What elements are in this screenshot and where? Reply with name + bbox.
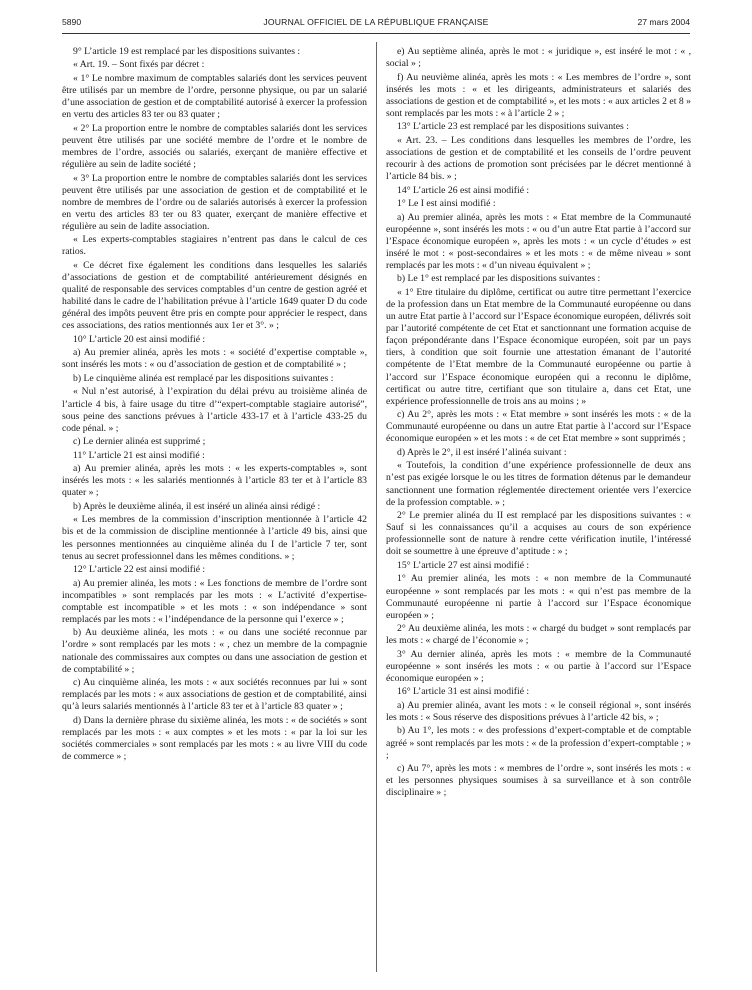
paragraph: b) Le cinquième alinéa est remplacé par les dispositions suivantes : — [73, 372, 334, 384]
paragraph: « Les experts-comptables stagiaires n’entrent pas dans le calcul de ces ratios. — [62, 234, 367, 258]
paragraph: f) Au neuvième alinéa, après les mots : « Les membres de l’ordre », sont insérés les mots : « et les dirigeants, administrateurs et salariés des associations de gestion et de comptabilité », et les mots : « aux articles 2 et 8 » sont remplacés par les mots : « à l’article 2 » ; — [386, 71, 691, 119]
paragraph: 10° L’article 20 est ainsi modifié : — [73, 333, 206, 345]
paragraph: c) Au 2°, après les mots : « Etat membre » sont insérés les mots : « de la Communauté européenne ou dans un autre Etat partie à l’accord sur l’Espace économique européen » et les mots : « de cet Etat membre » sont supprimés ; — [386, 409, 691, 445]
paragraph: b) Au 1°, les mots : « des professions d’expert-comptable et de comptable agréé » sont remplacés par les mots : « de la profession d’expert-comptable ; » ; — [386, 725, 691, 761]
header-rule — [62, 33, 690, 34]
paragraph: a) Au premier alinéa, avant les mots : « le conseil régional », sont insérés les mots : « Sous réserve des dispositions prévues à l’article 42 bis, » ; — [386, 699, 691, 723]
paragraph: b) Au deuxième alinéa, les mots : « ou dans une société reconnue par l’ordre » sont remplacés par les mots : « , chez un membre de la compagnie nationale des commissaires aux comptes ou dans une association de gestion et de comptabilité » ; — [62, 627, 367, 675]
paragraph: 9° L’article 19 est remplacé par les dispositions suivantes : — [73, 46, 301, 57]
paragraph: a) Au premier alinéa, les mots : « Les fonctions de membre de l’ordre sont incompatibles » sont remplacés par les mots : « L’activité d’expertise-comptable est incompatible » et les mots : « son indépendance » sont remplacés par les mots : « l’indépendance de la personne qui l’exerce » ; — [62, 577, 367, 625]
paragraph: 2° Au deuxième alinéa, les mots : « chargé du budget » sont remplacés par les mots : « chargé de l’économie » ; — [386, 623, 691, 647]
journal-title: JOURNAL OFFICIEL DE LA RÉPUBLIQUE FRANÇAISE — [263, 17, 489, 27]
paragraph: « Nul n’est autorisé, à l’expiration du délai prévu au troisième alinéa de l’article 4 bis, à faire usage du titre d’“expert-comptable stagiaire autorisé”, sous peine des sanctions prévues à l’article 433-17 et à l’article 433-25 du code pénal. » ; — [62, 386, 367, 434]
paragraph: « 1° Le nombre maximum de comptables salariés dont les services peuvent être utilisés par un membre de l’ordre, personne physique, ou par un salarié d’une association de gestion et de comptabilité autorisé à exercer la profession en vertu des articles 83 ter ou 83 quater ; — [62, 72, 367, 121]
page-header — [62, 15, 690, 31]
paragraph: « Toutefois, la condition d’une expérience professionnelle de deux ans n’est pas exigée lorsque le ou les titres de formation détenus par le demandeur sanctionnent une formation réglementée directement orientée vers l’exercice de la profession comptable. » ; — [386, 460, 691, 508]
paragraph: a) Au premier alinéa, après les mots : « Etat membre de la Communauté européenne », sont insérés les mots : « ou d’un autre Etat partie à l’accord sur l’Espace économique européen », après les mots : « un cycle d’études » est inséré le mot : « post-secondaires » et les mots : « de même niveau » sont remplacés par les mots : « d’un niveau équivalent » ; — [386, 211, 691, 271]
paragraph: d) Après le 2°, il est inséré l’alinéa suivant : — [397, 446, 567, 458]
paragraph: « Art. 19. – Sont fixés par décret : — [73, 59, 205, 71]
paragraph: 16° L’article 31 est ainsi modifié : — [397, 686, 530, 698]
paragraph: 12° L’article 22 est ainsi modifié : — [73, 564, 206, 576]
paragraph: c) Au cinquième alinéa, les mots : « aux sociétés reconnues par lui » sont remplacés par les mots : « aux associations de gestion et de comptabilité, ainsi qu’à leurs salariés mentionnés à l’article 83 ter et à l’article 83 quater » ; — [62, 677, 367, 713]
paragraph: 3° Au dernier alinéa, après les mots : « membre de la Communauté européenne » sont insérés les mots : « ou partie à l’accord sur l’Espace économique européen » ; — [386, 648, 691, 684]
paragraph: 14° L’article 26 est ainsi modifié : — [397, 184, 530, 196]
paragraph: 13° L’article 23 est remplacé par les dispositions suivantes : — [397, 121, 629, 133]
paragraph: 11° L’article 21 est ainsi modifié : — [73, 449, 205, 461]
paragraph: a) Au premier alinéa, après les mots : « les experts-comptables », sont insérés les mots : « les salariés mentionnés à l’article 83 ter et à l’article 83 quater » ; — [62, 463, 367, 499]
paragraph: b) Après le deuxième alinéa, il est inséré un alinéa ainsi rédigé : — [73, 500, 321, 512]
left-column — [62, 46, 367, 765]
column-divider — [376, 42, 377, 972]
paragraph: 15° L’article 27 est ainsi modifié : — [397, 559, 530, 571]
paragraph: 1° Le I est ainsi modifié : — [397, 198, 496, 210]
paragraph: « Art. 23. – Les conditions dans lesquelles les membres de l’ordre, les associations de gestion et de comptabilité et les conseils de l’ordre peuvent recourir à des actions de promotion sont précisées par le décret mentionné à l’article 84 bis. » ; — [386, 134, 691, 183]
paragraph: a) Au premier alinéa, après les mots : « société d’expertise comptable », sont insérés les mots : « ou d’association de gestion et de comptabilité » ; — [62, 347, 367, 371]
publication-date: 27 mars 2004 — [637, 17, 690, 27]
paragraph: « 3° La proportion entre le nombre de comptables salariés dont les services peuvent être utilisés par une association de gestion et de comptabilité et le nombre de membres de l’ordre ou de salariés autorisés à exercer la profession en vertu des articles 83 ter ou 83 quater, exerçant de manière effective et régulière au sein de ladite association. — [62, 172, 367, 232]
page-number: 5890 — [62, 17, 82, 27]
paragraph: « 1° Etre titulaire du diplôme, certificat ou autre titre permettant l’exercice de la profession dans un Etat membre de la Communauté européenne ou dans un autre Etat partie à l’accord sur l’Espace économique européen, délivrés soit par l’autorité compétente de cet Etat et sanctionnant une formation acquise de façon prépondérante dans l’Espace économique européen, soit par un pays tiers, à condition que soit fournie une attestation émanant de l’autorité compétente de l’Etat membre de la Communauté européenne ou partie à l’accord sur l’Espace économique européen qui a reconnu le diplôme, certificat ou autre titre, certifiant que son titulaire a, dans cet Etat, une expérience professionnelle de trois ans au moins ; » — [386, 286, 691, 407]
paragraph: b) Le 1° est remplacé par les dispositions suivantes : — [397, 273, 601, 285]
paragraph: « Les membres de la commission d’inscription mentionnée à l’article 42 bis et de la commission de discipline mentionnée à l’article 49 bis, ainsi que les personnes mentionnées au cinquième alinéa du I de l’article 7 ter, sont tenus au secret professionnel dans les mêmes conditions. » ; — [62, 514, 367, 562]
paragraph: « Ce décret fixe également les conditions dans lesquelles les salariés d’associations de gestion et de comptabilité antérieurement désignés en qualité de responsable des services comptables d’un centre de gestion agréé et habilité dans le cadre de l’habilitation prévue à l’article 1649 quater D du code général des impôts peuvent être pris en compte pour apprécier le respect, dans ces associations, des ratios mentionnés aux 1er et 3°. » ; — [62, 259, 367, 332]
paragraph: c) Au 7°, après les mots : « membres de l’ordre », sont insérés les mots : « et les personnes physiques soumises à sa surveillance et à son contrôle disciplinaire » ; — [386, 763, 691, 799]
paragraph: « 2° La proportion entre le nombre de comptables salariés dont les services peuvent être utilisés par une société membre de l’ordre et le nombre de membres de l’ordre, associés ou salariés, exerçant de manière effective et régulière au sein de ladite société ; — [62, 122, 367, 171]
paragraph: 2° Le premier alinéa du II est remplacé par les dispositions suivantes : « Sauf si les connaissances qu’il a acquises au cours de son expérience professionnelle sont de nature à rendre cette vérification inutile, l’intéressé doit se soumettre à une épreuve d’aptitude : » ; — [386, 510, 691, 558]
paragraph: c) Le dernier alinéa est supprimé ; — [73, 436, 206, 448]
right-column — [386, 46, 691, 801]
paragraph: e) Au septième alinéa, après le mot : « juridique », est inséré le mot : « , social » ; — [386, 46, 691, 70]
paragraph: d) Dans la dernière phrase du sixième alinéa, les mots : « de sociétés » sont remplacés par les mots : « aux comptes » et les mots : « par la loi sur les sociétés commerciales » sont remplacés par les mots : « au livre VIII du code de commerce » ; — [62, 714, 367, 763]
paragraph: 1° Au premier alinéa, les mots : « non membre de la Communauté européenne » sont remplacés par les mots : « qui n’est pas membre de la Communauté européenne ni partie à l’accord sur l’Espace économique européen » ; — [386, 573, 691, 621]
